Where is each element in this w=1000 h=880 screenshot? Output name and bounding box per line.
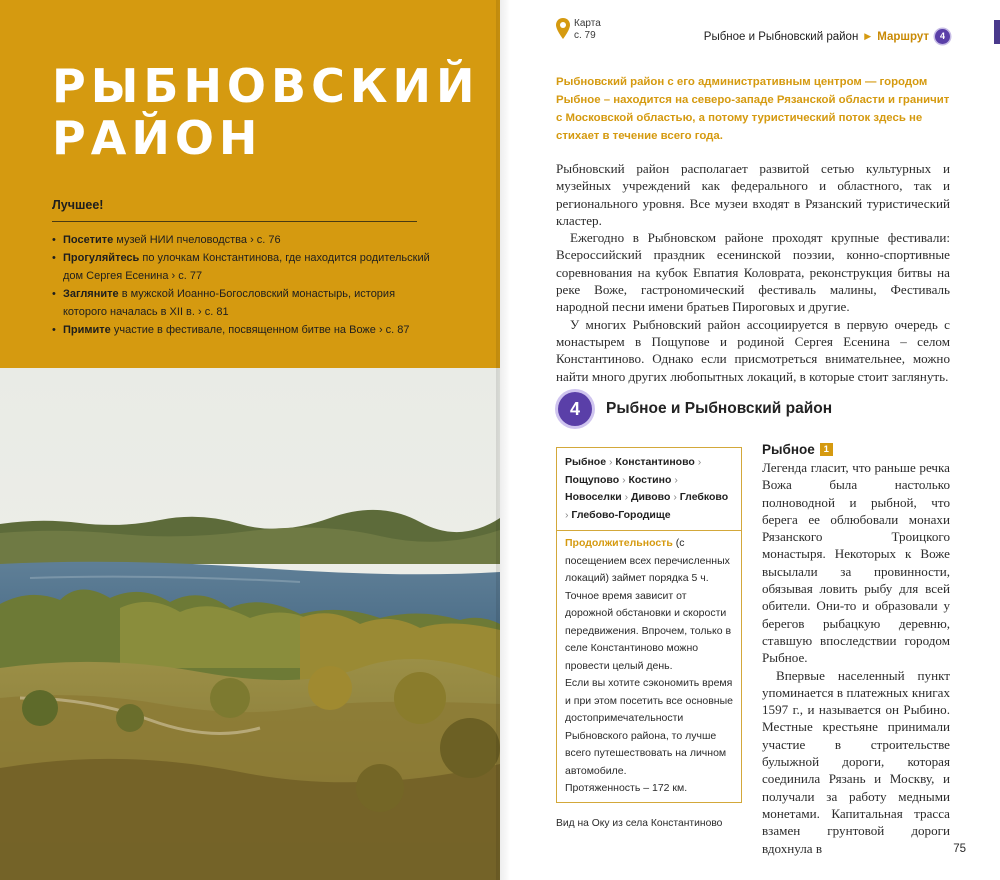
photo-caption: Вид на Оку из села Константиново bbox=[556, 818, 723, 829]
best-heading: Лучшее! bbox=[52, 198, 104, 212]
map-label: Карта bbox=[574, 18, 601, 29]
ryboe-section bbox=[762, 442, 950, 857]
body-paragraph: У многих Рыбновский район ассоциируется в первую очередь с монастырем в Пощупове и родиной Сергея Есенина – селом Константиново. Однако если присмотреться внимательнее, можно найти много других любопытных локаций, в которые стоит заглянуть. bbox=[556, 316, 950, 384]
map-pin-icon bbox=[556, 18, 570, 40]
map-reference[interactable] bbox=[556, 18, 601, 42]
route-info-box bbox=[556, 447, 742, 803]
best-list bbox=[52, 231, 432, 339]
route-number-badge: 4 bbox=[935, 29, 950, 44]
divider bbox=[52, 221, 417, 222]
travel-advice: Если вы хотите сэкономить время и при этом посетить все основные достопримечательности Рыбновского района, то лучше всего путешествовать на личном автомобиле. bbox=[565, 677, 733, 777]
map-page: с. 79 bbox=[574, 30, 596, 41]
title-block bbox=[0, 0, 500, 368]
best-item: • Примите участие в фестивале, посвященном битве на Воже › с. 87 bbox=[52, 321, 432, 339]
route-stops: Рыбное › Константиново › Пощупово › Костино › Новоселки › Дивово › Глебково › Глебово-Городище bbox=[557, 448, 741, 531]
duration-note: Точное время зависит от дорожной обстановки и скорости передвижения. Впрочем, только в селе Константиново можно провести целый день. bbox=[565, 589, 732, 672]
route-title: Рыбное и Рыбновский район bbox=[606, 400, 833, 417]
chapter-title-line-2: РАЙОН bbox=[52, 111, 263, 165]
body-paragraph: Ежегодно в Рыбновском районе проходят крупные фестивали: Всероссийский праздник есенинской поэзии, конно-спортивные соревнования на кубок Евпатия Коловрата, реконструкция битвы на реке Воже, гастрономический фестиваль малины, Фестиваль народной песни имени братьев Пироговых и другие. bbox=[556, 230, 950, 315]
chapter-title-line-1: РЫБНОВСКИЙ bbox=[52, 59, 480, 113]
route-label: Маршрут bbox=[877, 30, 929, 43]
map-marker-number: 1 bbox=[820, 443, 833, 456]
triangle-right-icon: ▶ bbox=[864, 31, 872, 41]
route-number-circle: 4 bbox=[558, 392, 592, 426]
running-head bbox=[704, 29, 950, 44]
intro-paragraph: Рыбновский район с его административным центром — городом Рыбное – находится на северо-западе Рязанской области и граничит с Московской областью, а потому туристический поток здесь не стихает в течение всего года. bbox=[556, 76, 950, 142]
route-details bbox=[557, 531, 741, 802]
river-landscape-image bbox=[0, 368, 500, 880]
landscape-photo bbox=[0, 368, 500, 880]
right-page bbox=[500, 0, 1000, 880]
section-name: Рыбное и Рыбновский район bbox=[703, 30, 859, 43]
best-item: • Загляните в мужской Иоанно-Богословский монастырь, история которого началась в XII в. › с. 81 bbox=[52, 285, 432, 321]
body-text bbox=[556, 160, 950, 385]
route-heading bbox=[558, 392, 832, 426]
page-number: 75 bbox=[953, 843, 966, 855]
body-paragraph: Легенда гласит, что раньше речка Вожа была настолько полноводной и рыбной, что берега ее облюбовали монахи Рязанского Троицкого монастыря. Некоторых к Воже высылали за провинности, обязывая ловить рыбу для всей обители. Они-то и образовали у берегов рыбацкую деревню, ставшую впоследствии городом Рыбное. bbox=[762, 460, 950, 666]
duration: Продолжительность (с посещением всех перечисленных локаций) займет порядка 5 ч. bbox=[565, 537, 730, 584]
best-item: • Прогуляйтесь по улочкам Константинова, где находится родительский дом Сергея Есенина › с. 77 bbox=[52, 249, 432, 285]
section-title: Рыбное 1 bbox=[762, 442, 950, 457]
route-length: Протяженность – 172 км. bbox=[565, 782, 688, 794]
chapter-title bbox=[52, 60, 479, 164]
ryboe-text bbox=[762, 459, 950, 857]
best-item: • Посетите музей НИИ пчеловодства › с. 76 bbox=[52, 231, 432, 249]
body-paragraph: Рыбновский район располагает развитой сетью культурных и музейных учреждений как федерального и областного, так и регионального уровня. Все музеи входят в Рязанский туристический кластер. bbox=[556, 161, 950, 228]
chapter-tab bbox=[994, 20, 1000, 44]
body-paragraph: Впервые населенный пункт упоминается в платежных книгах 1597 г., и называется он Рыбино. Местные крестьяне принимали участие в строительстве булыжной дороги, которая соединила Рязань и Москву, и получали за работу медными монетами. Капитальная трасса взамен грунтовой дороги вдохнула в bbox=[762, 667, 950, 856]
